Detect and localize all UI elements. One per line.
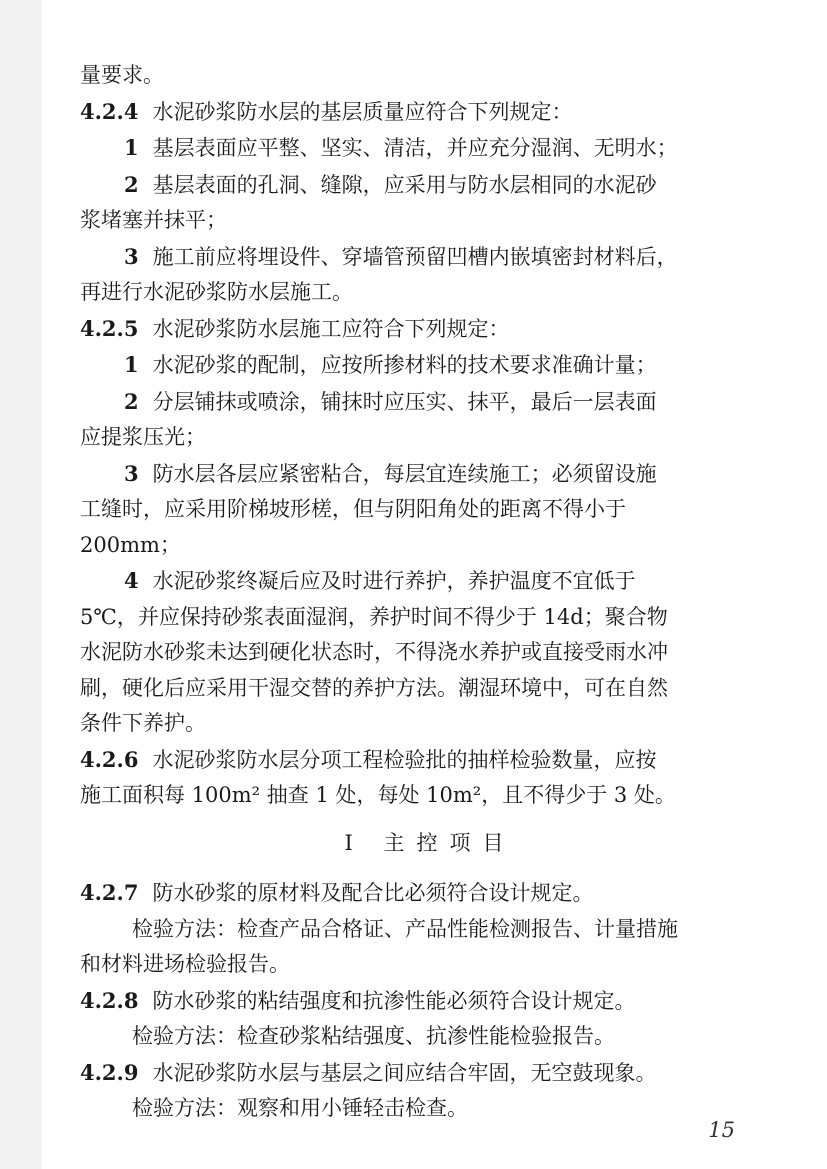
inspection-method: 检验方法：观察和用小锤轻击检查。	[132, 1096, 468, 1120]
item-number: 2	[124, 171, 139, 197]
clause-number: 4.2.8	[80, 987, 139, 1013]
item-text: 水泥砂浆终凝后应及时进行养护，养护温度不宜低于	[152, 569, 636, 593]
document-page	[80, 58, 760, 1127]
text-line: 工缝时，应采用阶梯坡形槎，但与阴阳角处的距离不得小于	[80, 497, 626, 521]
text-line: 再进行水泥砂浆防水层施工。	[80, 280, 353, 304]
list-item	[80, 456, 760, 493]
text-line: 5℃，并应保持砂浆表面湿润，养护时间不得少于 14d；聚合物	[80, 604, 668, 629]
item-text: 分层铺抹或喷涂，铺抹时应压实、抹平，最后一层表面	[152, 389, 657, 414]
item-number: 1	[124, 135, 139, 160]
item-number: 4	[124, 568, 139, 593]
text-line: 刷，硬化后应采用干湿交替的养护方法。潮湿环境中，可在自然	[80, 675, 668, 700]
item-number: 3	[124, 243, 139, 269]
clause-number: 4.2.7	[80, 880, 139, 905]
text-line: 200mm；	[80, 532, 181, 557]
item-text: 防水层各层应紧密粘合，每层宜连续施工；必须留设施	[152, 461, 657, 486]
clause-number: 4.2.9	[80, 1059, 139, 1085]
list-item	[80, 384, 760, 421]
text-line: 量要求。	[80, 63, 164, 87]
text-line: 和材料进场检验报告。	[80, 952, 290, 976]
list-item	[80, 130, 760, 167]
clause-4-2-4	[80, 94, 760, 131]
clause-text: 水泥砂浆防水层与基层之间应结合牢固，无空鼓现象。	[152, 1060, 657, 1085]
list-item	[80, 563, 760, 600]
clause-number: 4.2.6	[80, 746, 139, 772]
text-line: 水泥防水砂浆未达到硬化状态时，不得浇水养护或直接受雨水冲	[80, 640, 668, 664]
text-line: 条件下养护。	[80, 711, 206, 735]
section-heading: Ⅰ 主控项目	[344, 830, 516, 855]
item-text: 施工前应将埋设件、穿墙管预留凹槽内嵌填密封材料后，	[152, 244, 678, 269]
clause-4-2-9	[80, 1055, 760, 1092]
page-number: 15	[708, 1118, 735, 1142]
item-text: 基层表面的孔洞、缝隙，应采用与防水层相同的水泥砂	[152, 172, 657, 197]
list-item	[80, 347, 760, 384]
item-text: 水泥砂浆的配制，应按所掺材料的技术要求准确计量；	[152, 353, 657, 377]
clause-number: 4.2.4	[80, 98, 139, 124]
clause-text: 水泥砂浆防水层施工应符合下列规定：	[152, 316, 510, 341]
item-text: 基层表面应平整、坚实、清洁，并应充分湿润、无明水；	[152, 136, 678, 160]
inspection-method: 检验方法：检查砂浆粘结强度、抗渗性能检验报告。	[132, 1024, 615, 1048]
list-item	[80, 167, 760, 204]
clause-text: 水泥砂浆防水层分项工程检验批的抽样检验数量，应按	[152, 747, 657, 772]
page-left-edge	[0, 0, 42, 1169]
clause-text: 防水砂浆的原材料及配合比必须符合设计规定。	[152, 881, 594, 905]
list-item	[80, 239, 760, 276]
clause-number: 4.2.5	[80, 315, 139, 341]
clause-4-2-7	[80, 875, 760, 912]
text-line: 施工面积每 100m² 抽查 1 处，每处 10m²，且不得少于 3 处。	[80, 783, 676, 807]
clause-4-2-8	[80, 983, 760, 1020]
clause-text: 水泥砂浆防水层的基层质量应符合下列规定：	[152, 99, 573, 124]
clause-text: 防水砂浆的粘结强度和抗渗性能必须符合设计规定。	[152, 988, 636, 1013]
text-line: 应提浆压光；	[80, 425, 206, 449]
clause-4-2-5	[80, 311, 760, 348]
item-number: 1	[124, 352, 139, 377]
inspection-method: 检验方法：检查产品合格证、产品性能检测报告、计量措施	[132, 916, 678, 941]
clause-4-2-6	[80, 742, 760, 779]
text-line: 浆堵塞并抹平；	[80, 208, 227, 232]
item-number: 2	[124, 388, 139, 414]
item-number: 3	[124, 460, 139, 486]
